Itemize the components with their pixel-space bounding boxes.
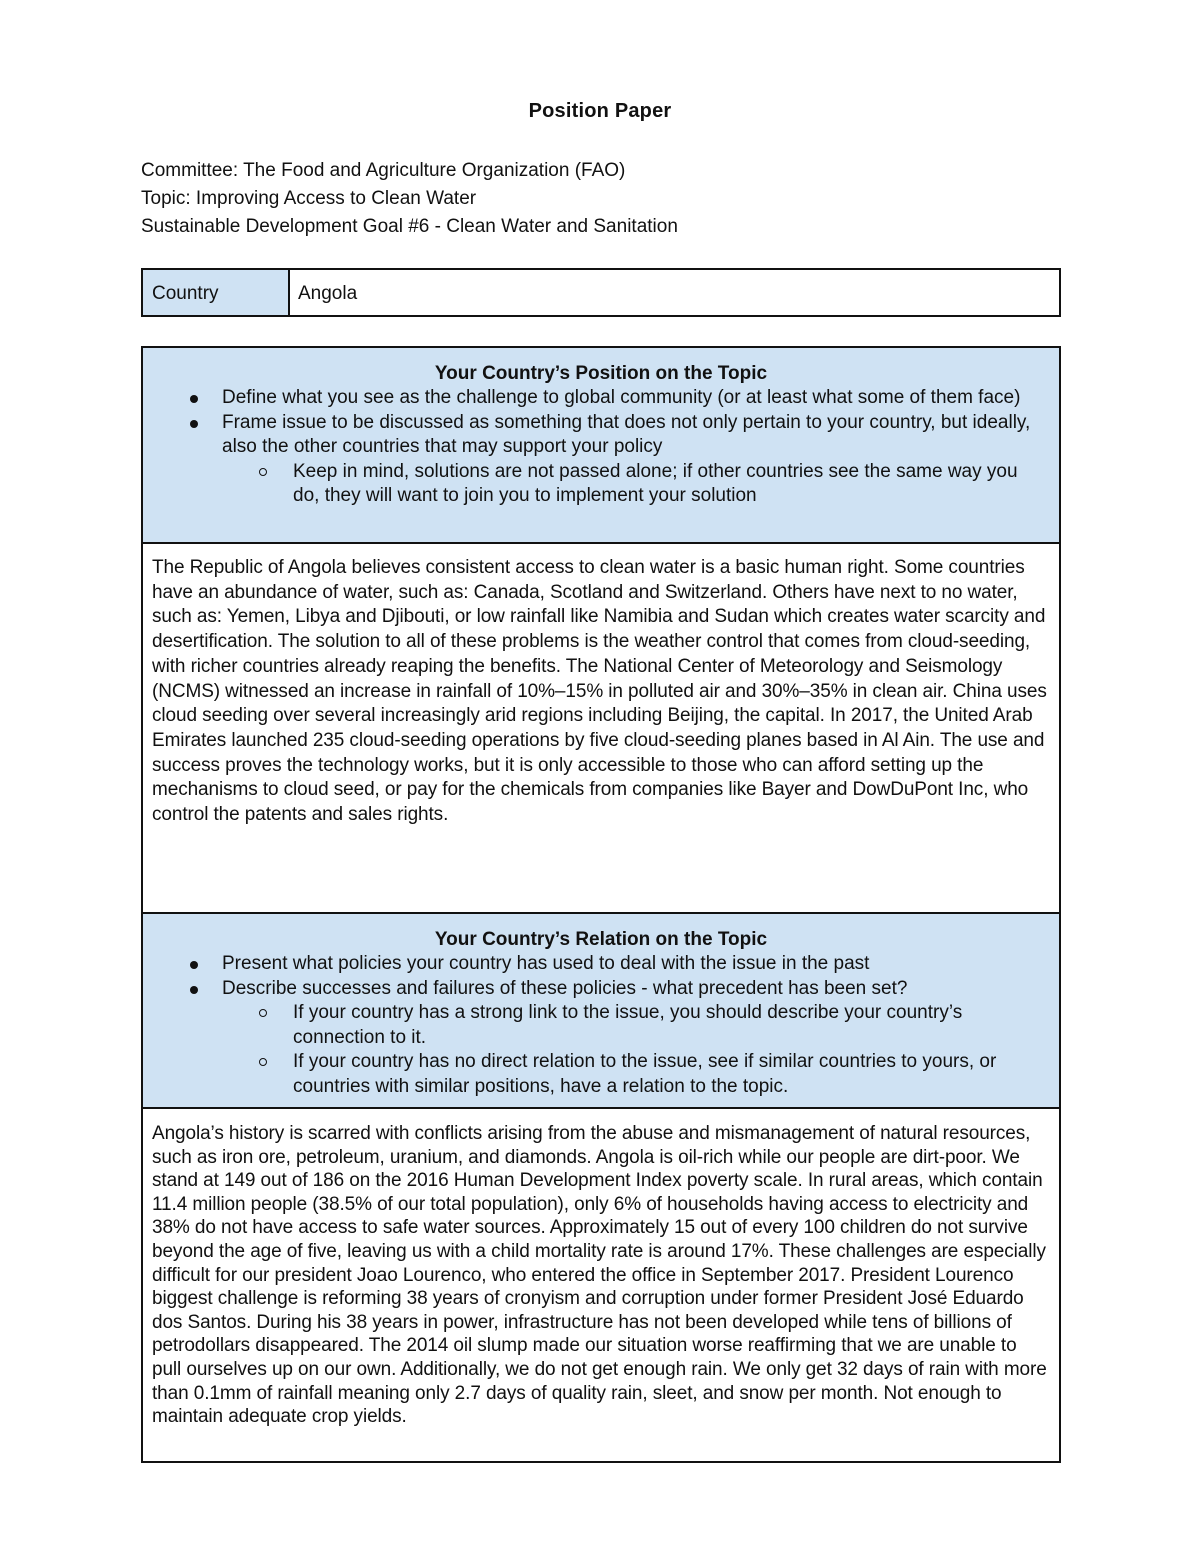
bullet-text: Present what policies your country has used to deal with the issue in the past [222, 953, 870, 974]
position-heading: Your Country’s Position on the Topic [434, 363, 768, 384]
relation-answer-cell [143, 1109, 1059, 1462]
list-item [143, 460, 1059, 509]
bullet-text: Define what you see as the challenge to global community (or at least what some of them face) [222, 387, 1021, 408]
bullet-text: Describe successes and failures of these policies - what precedent has been set? [222, 977, 908, 999]
sub-bullet-text: Keep in mind, solutions are not passed alone; if other countries see the same way you do, they will want to join you to implement your solution [293, 460, 1018, 506]
document-meta [141, 157, 678, 241]
bullet-circle-icon [259, 1009, 267, 1017]
bullet-text: Frame issue to be discussed as something that does not only pertain to your country, but ideally, also the other countries that may support your policy [222, 411, 1031, 457]
bullet-dot-icon [190, 986, 198, 994]
list-item [143, 1001, 1059, 1050]
country-table [141, 268, 1061, 317]
list-item [143, 411, 1059, 460]
position-answer-cell [143, 544, 1059, 914]
list-item [143, 386, 1059, 411]
position-table [141, 346, 1061, 1463]
sub-bullet-text: If your country has no direct relation to the issue, see if similar countries to yours, or countries with similar positions, have a relation to the topic. [293, 1051, 997, 1097]
relation-answer-text: Angola’s history is scarred with conflicts arising from the abuse and mismanagement of natural resources, such as iron ore, petroleum, uranium, and diamonds. Angola is oil-rich while our people are dirt-poor. We stand at 149 out of 186 on the 2016 Human Development Index poverty scale. In rural areas, which contain 11.4 million people (38.5% of our total population), only 6% of households having access to electricity and 38% do not have access to safe water sources. Approximately 15 out of every 100 children do not survive beyond the age of five, leaving us with a child mortality rate is around 17%. These challenges are especially difficult for our president Joao Lourenco, who entered the office in September 2017. President Lourenco biggest challenge is reforming 38 years of cronyism and corruption under former President José Eduardo dos Santos. During his 38 years in power, infrastructure has not been developed while tens of billions of petrodollars disappeared. The 2014 oil slump made our situation worse reaffirming that we are unable to pull ourselves up on our own. Additionally, we do not get enough rain. We only get 32 days of rain with more than 0.1mm of rainfall meaning only 2.7 days of quality rain, sleet, and snow per month. Not enough to maintain adequate crop yields. [152, 1123, 1047, 1428]
committee-line: Committee: The Food and Agriculture Organization (FAO) [141, 160, 626, 181]
list-item [143, 1050, 1059, 1099]
sub-bullet-text: If your country has a strong link to the issue, you should describe your country’s connection to it. [293, 1002, 963, 1048]
relation-bullet-list [143, 952, 1059, 1099]
country-value: Angola [298, 283, 358, 304]
position-answer-text: The Republic of Angola believes consistent access to clean water is a basic human right. Some countries have an abundance of water, such as: Canada, Scotland and Switzerland. Others have next to no water, such as: Yemen, Libya and Djibouti, or low rainfall like Namibia and Sudan which creates water scarcity and desertification. The solution to all of these problems is the weather control that comes from cloud-seeding, with richer countries already reaping the benefits. The National Center of Meteorology and Seismology (NCMS) witnessed an increase in rainfall of 10%–15% in polluted air and 30%–35% in clean air. China uses cloud seeding over several increasingly arid regions including Beijing, the capital. In 2017, the United Arab Emirates launched 235 cloud-seeding operations by five cloud-seeding planes based in Al Ain. The use and success proves the technology works, but it is only accessible to those who can afford setting up the mechanisms to cloud seed, or pay for the chemicals from companies like Bayer and DowDuPont Inc, who control the patents and sales rights. [152, 557, 1047, 826]
page-title: Position Paper [528, 100, 672, 122]
sdg-line: Sustainable Development Goal #6 - Clean Water and Sanitation [141, 216, 678, 237]
relation-heading: Your Country’s Relation on the Topic [434, 929, 768, 950]
bullet-dot-icon [190, 961, 198, 969]
bullet-dot-icon [190, 395, 198, 403]
bullet-dot-icon [190, 420, 198, 428]
topic-line: Topic: Improving Access to Clean Water [141, 188, 477, 209]
relation-prompt-cell [143, 914, 1059, 1109]
bullet-circle-icon [259, 468, 267, 476]
list-item [143, 952, 1059, 977]
position-prompt-cell [143, 348, 1059, 544]
list-item [143, 977, 1059, 1002]
bullet-circle-icon [259, 1058, 267, 1066]
position-bullet-list [143, 386, 1059, 509]
country-label: Country [143, 270, 290, 315]
